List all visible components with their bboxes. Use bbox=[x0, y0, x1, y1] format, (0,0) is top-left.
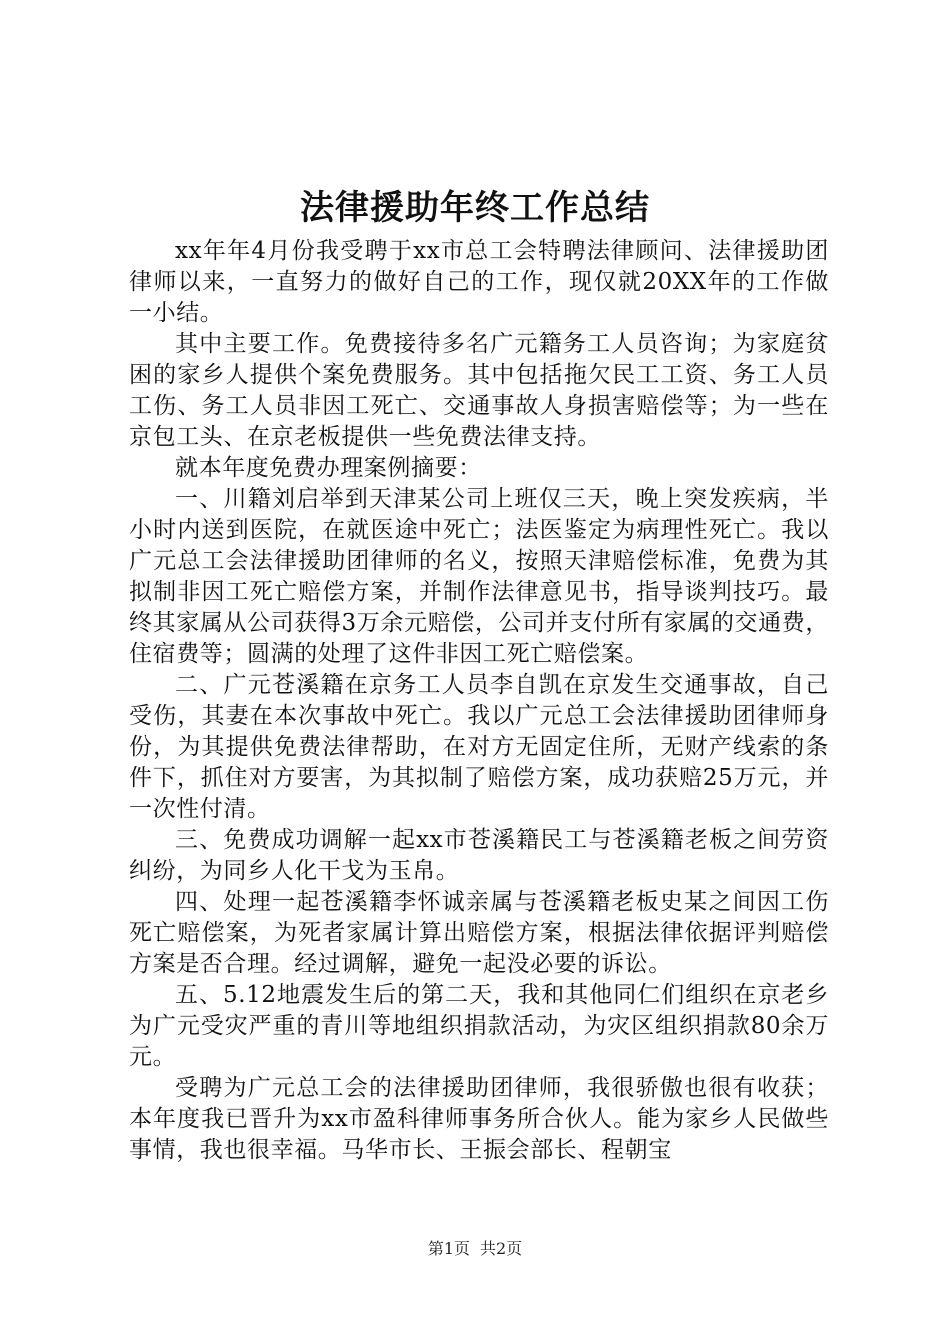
paragraph-case-summary-heading: 就本年度免费办理案例摘要： bbox=[175, 455, 482, 481]
document-body bbox=[129, 236, 829, 1166]
paragraph-case-1: 一、川籍刘启举到天津某公司上班仅三天，晚上突发疾病，半小时内送到医院，在就医途中死亡；法医鉴定为病理性死亡。我以广元总工会法律援助团律师的名义，按照天津赔偿标准，免费为其拟制非因工死亡赔偿方案，并制作法律意见书，指导谈判技巧。最终其家属从公司获得3万余元赔偿，公司并支付所有家属的交通费，住宿费等；圆满的处理了这件非因工死亡赔偿案。 bbox=[129, 486, 829, 667]
page-footer bbox=[0, 1238, 950, 1260]
paragraph-case-4: 四、处理一起苍溪籍李怀诚亲属与苍溪籍老板史某之间因工伤死亡赔偿案，为死者家属计算出赔偿方案，根据法律依据评判赔偿方案是否合理。经过调解，避免一起没必要的诉讼。 bbox=[129, 889, 829, 977]
page-number-current: 第1页 bbox=[427, 1239, 470, 1258]
paragraph-case-2: 二、广元苍溪籍在京务工人员李自凯在京发生交通事故，自己受伤，其妻在本次事故中死亡。我以广元总工会法律援助团律师身份，为其提供免费法律帮助，在对方无固定住所，无财产线索的条件下，抓住对方要害，为其拟制了赔偿方案，成功获赔25万元，并一次性付清。 bbox=[129, 672, 829, 822]
document-title: 法律援助年终工作总结 bbox=[300, 188, 650, 228]
paragraph-closing: 受聘为广元总工会的法律援助团律师，我很骄傲也很有收获；本年度我已晋升为xx市盈科律师事务所合伙人。能为家乡人民做些事情，我也很幸福。马华市长、王振会部长、程朝宝 bbox=[129, 1075, 829, 1163]
paragraph-case-5: 五、5.12地震发生后的第二天，我和其他同仁们组织在京老乡为广元受灾严重的青川等地组织捐款活动，为灾区组织捐款80余万元。 bbox=[129, 982, 829, 1070]
paragraph-main-work: 其中主要工作。免费接待多名广元籍务工人员咨询；为家庭贫困的家乡人提供个案免费服务。其中包括拖欠民工工资、务工人员工伤、务工人员非因工死亡、交通事故人身损害赔偿等；为一些在京包工头、在京老板提供一些免费法律支持。 bbox=[129, 331, 829, 450]
page-number-total: 共2页 bbox=[480, 1239, 523, 1258]
paragraph-intro: xx年年4月份我受聘于xx市总工会特聘法律顾问、法律援助团律师以来，一直努力的做好自己的工作，现仅就20XX年的工作做一小结。 bbox=[129, 238, 829, 326]
paragraph-case-3: 三、免费成功调解一起xx市苍溪籍民工与苍溪籍老板之间劳资纠纷，为同乡人化干戈为玉帛。 bbox=[129, 827, 829, 884]
